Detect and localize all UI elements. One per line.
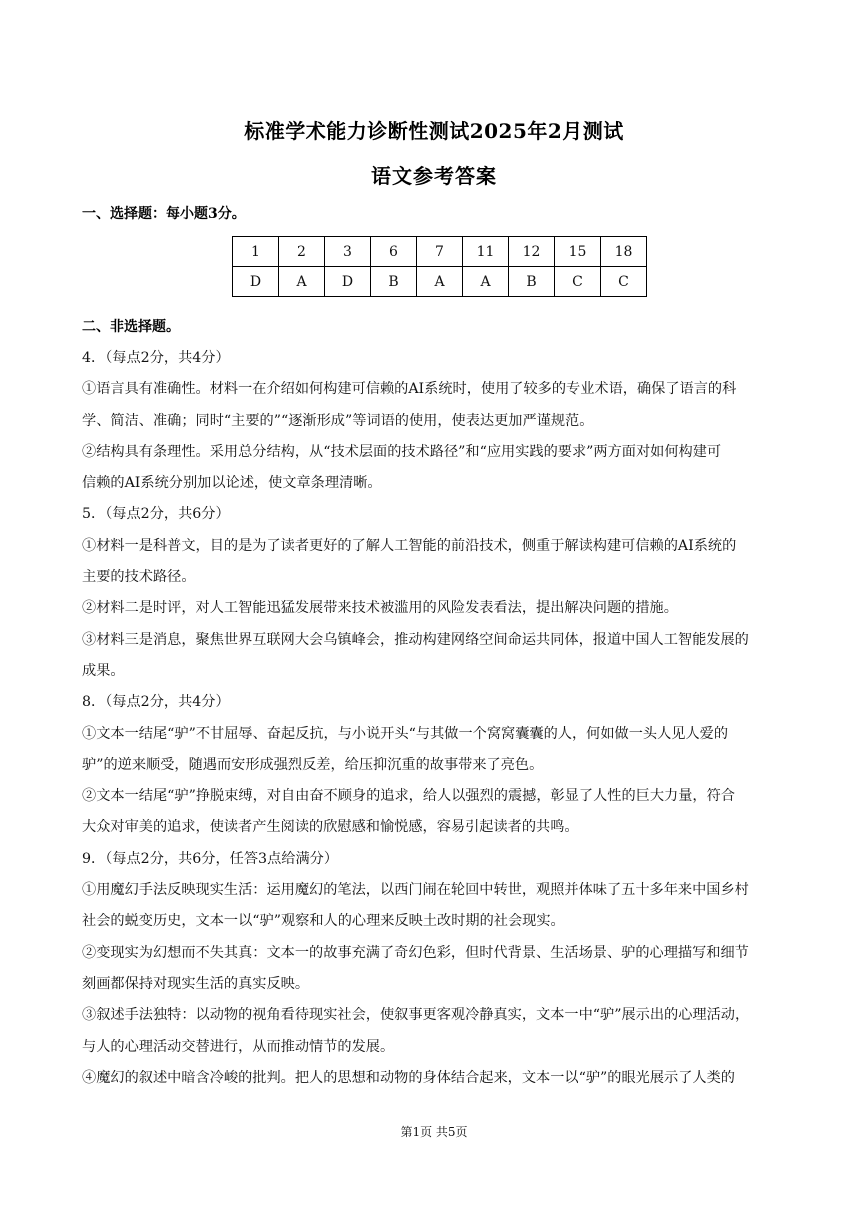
text-line: 成果。 (82, 662, 125, 679)
question-number: 1 (233, 237, 279, 267)
text-line: 4．（每点2分，共4分） (82, 350, 230, 366)
answer-letter: B (509, 267, 555, 297)
section-choice-heading: 一、选择题：每小题3分。 (82, 206, 246, 222)
answer-letter: D (325, 267, 371, 297)
text-line: ②结构具有条理性。采用总分结构，从“技术层面的技术路径”和“应用实践的要求”两方面对如何构建可 (82, 443, 722, 460)
text-line: 学、简洁、准确；同时“主要的”“逐渐形成”等词语的使用，使表达更加严谨规范。 (82, 412, 594, 429)
text-line: ②变现实为幻想而不失其真：文本一的故事充满了奇幻色彩，但时代背景、生活场景、驴的心理描写和细节 (82, 944, 749, 961)
text-line: ①语言具有准确性。材料一在介绍如何构建可信赖的AI系统时，使用了较多的专业术语，确保了语言的科 (82, 381, 737, 398)
question-number-row (233, 237, 647, 267)
answer-letter: A (463, 267, 509, 297)
answer-letter: A (279, 267, 325, 297)
question-number: 6 (371, 237, 417, 267)
question-number: 12 (509, 237, 555, 267)
answer-body (82, 343, 798, 1094)
text-line: 与人的心理活动交替进行，从而推动情节的发展。 (82, 1038, 395, 1055)
answer-row (233, 267, 647, 297)
text-line: 8．（每点2分，共4分） (82, 694, 230, 711)
text-line: ③叙述手法独特：以动物的视角看待现实社会，使叙事更客观冷静真实，文本一中“驴”展示出的心理活动， (82, 1007, 750, 1024)
text-line: ①文本一结尾“驴”不甘屈辱、奋起反抗，与小说开头“与其做一个窝窝囊囊的人，何如做一头人见人爱的 (82, 725, 729, 742)
question-number: 15 (555, 237, 601, 267)
text-line: 主要的技术路径。 (82, 569, 196, 586)
text-line: ②材料二是时评，对人工智能迅猛发展带来技术被滥用的风险发表看法，提出解决问题的措施。 (82, 600, 678, 617)
question-number: 7 (417, 237, 463, 267)
page-subtitle: 语文参考答案 (371, 164, 497, 188)
text-line: ③材料三是消息，聚焦世界互联网大会乌镇峰会，推动构建网络空间命运共同体，报道中国人工智能发展的 (82, 631, 749, 648)
text-line: ②文本一结尾“驴”挣脱束缚，对自由奋不顾身的追求，给人以强烈的震撼，彰显了人性的巨大力量，符合 (82, 788, 735, 805)
question-number: 2 (279, 237, 325, 267)
question-number: 3 (325, 237, 371, 267)
page-footer: 第1页 共5页 (400, 1125, 468, 1139)
text-line: 刻画都保持对现实生活的真实反映。 (82, 975, 310, 992)
text-line: 大众对审美的追求，使读者产生阅读的欣慰感和愉悦感，容易引起读者的共鸣。 (82, 819, 579, 836)
text-line: ④魔幻的叙述中暗含冷峻的批判。把人的思想和动物的身体结合起来，文本一以“驴”的眼光展示了人类的 (82, 1069, 735, 1086)
answer-letter: B (371, 267, 417, 297)
text-line: 5．（每点2分，共6分） (82, 506, 230, 523)
text-line: ①材料一是科普文，目的是为了读者更好的了解人工智能的前沿技术，侧重于解读构建可信赖的AI系统的 (82, 537, 737, 554)
text-line: 驴”的逆来顺受，随遇而安形成强烈反差，给压抑沉重的故事带来了亮色。 (82, 756, 544, 773)
question-number: 18 (601, 237, 647, 267)
text-line: 9．（每点2分，共6分，任答3点给满分） (82, 850, 339, 867)
question-number: 11 (463, 237, 509, 267)
answer-letter: D (233, 267, 279, 297)
section-open-heading: 二、非选择题。 (82, 319, 180, 335)
answer-letter: C (601, 267, 647, 297)
text-line: ①用魔幻手法反映现实生活：运用魔幻的笔法，以西门闹在轮回中转世，观照并体味了五十多年来中国乡村 (82, 882, 749, 899)
text-line: 社会的蜕变历史，文本一以“驴”观察和人的心理来反映土改时期的社会现实。 (82, 913, 565, 930)
page-title: 标准学术能力诊断性测试2025年2月测试 (244, 119, 624, 143)
answer-table (232, 236, 647, 297)
answer-letter: A (417, 267, 463, 297)
text-line: 信赖的AI系统分别加以论述，使文章条理清晰。 (82, 475, 382, 492)
answer-letter: C (555, 267, 601, 297)
